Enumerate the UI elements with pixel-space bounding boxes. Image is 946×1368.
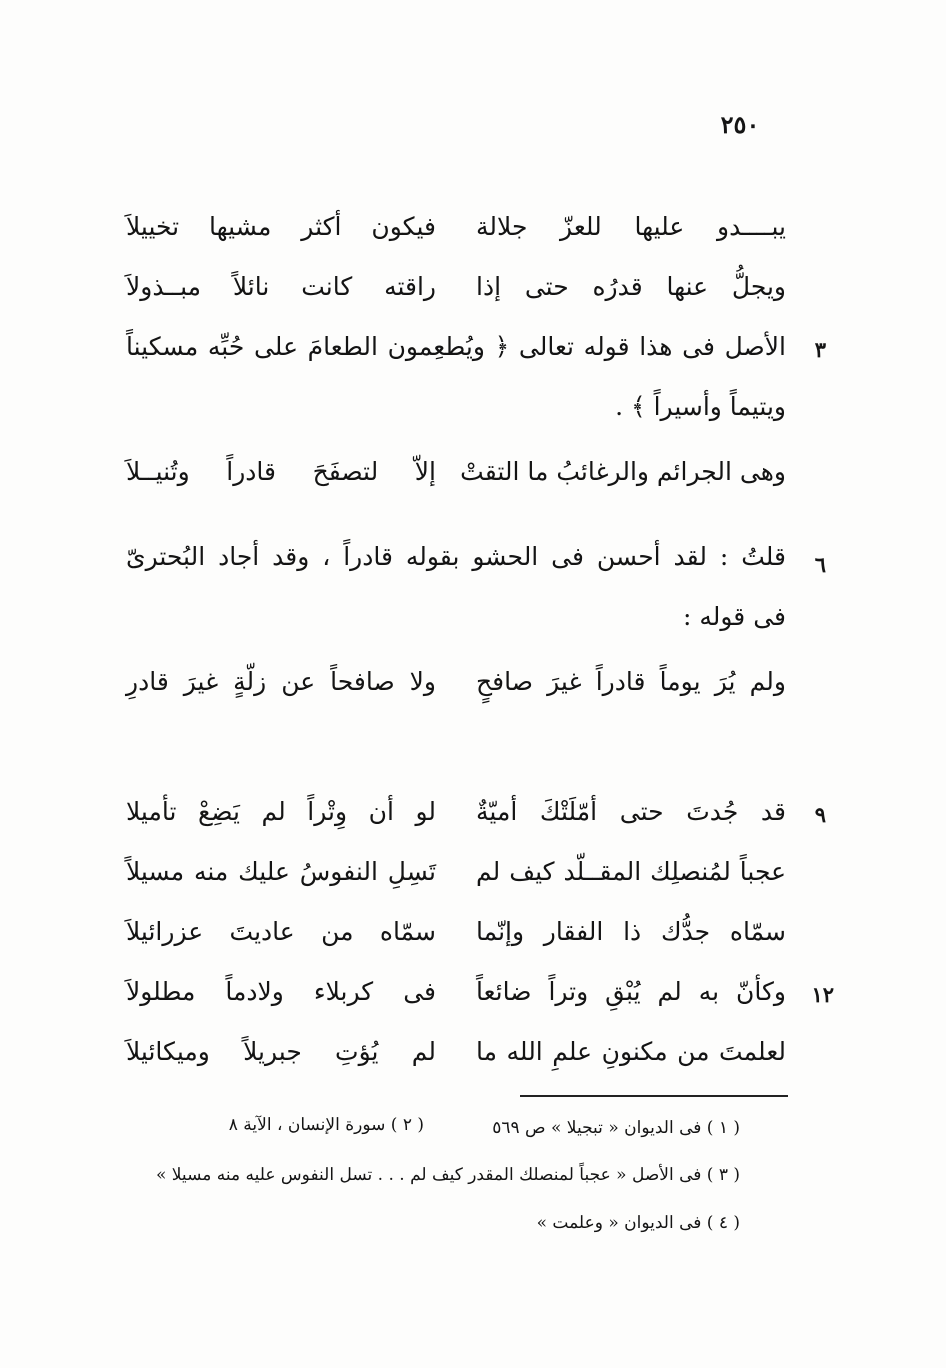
footnote-separator: [520, 1095, 788, 1097]
verse-line: [126, 915, 786, 949]
verse-first-hemistich: وكأنّ به لم يُبْقِ وتراً ضائعاً: [476, 977, 786, 1006]
verse-first-hemistich: يبــــدو عليها للعزّ جلالة: [476, 212, 786, 241]
footnote: ( ٣ ) فى الأصل « عجباً لمنصلك المقدر كيف لم . . . تسل النفوس عليه منه مسيلا »: [155, 1165, 740, 1185]
verse-first-hemistich: لعلمتَ من مكنونِ علمِ الله ما: [476, 1037, 786, 1066]
verse-second-hemistich: فى كربلاء ولادماً مطلولاَ: [126, 977, 436, 1006]
footnote: ( ٤ ) فى الديوان « وعلمت »: [536, 1213, 740, 1233]
verse-second-hemistich: راقته كانت نائلاً مبــذولاَ: [126, 272, 436, 301]
verse-second-hemistich: سمّاه من عاديتَ عزرائيلاَ: [126, 917, 436, 946]
verse-line: [126, 1035, 786, 1069]
line-number-marker: ١٢: [811, 982, 834, 1007]
prose-line: فى قوله :: [683, 602, 786, 631]
page-number: ٢٥٠: [720, 110, 760, 139]
verse-line: [126, 270, 786, 304]
line-number-marker: ٦: [814, 552, 826, 577]
verse-second-hemistich: ولا صافحاً عن زلّةٍ غيرَ قادرِ: [126, 667, 436, 696]
verse-second-hemistich: إلاّ لتصفَحَ قادراً وتُنيــلاَ: [126, 457, 436, 486]
verse-first-hemistich: عجباً لمُنصلِك المقــلّد كيف لم: [476, 857, 786, 886]
line-number-marker: ٣: [814, 337, 826, 362]
verse-second-hemistich: فيكون أكثر مشيها تخييلاَ: [126, 212, 436, 241]
verse-first-hemistich: سمّاه جدُّك ذا الفقار وإنّما: [476, 917, 786, 946]
verse-line: [126, 795, 786, 829]
prose-line: الأصل فى هذا قوله تعالى ﴿ ويُطعِمون الطعامَ على حُبِّه مسكيناً: [126, 332, 786, 361]
verse-line: [126, 210, 786, 244]
verse-first-hemistich: ويجلُّ عنها قدرُه حتى إذا: [476, 272, 786, 301]
verse-first-hemistich: ولم يُرَ يوماً قادراً غيرَ صافحٍ: [476, 667, 786, 696]
footnote: ( ١ ) فى الديوان « تبجيلا » ص ٥٦٩: [492, 1118, 740, 1138]
verse-first-hemistich: وهى الجرائم والرغائبُ ما التقتْ: [460, 457, 786, 486]
verse-second-hemistich: لو أن وِتْراً لم يَضِعْ تأميلا: [126, 797, 436, 826]
verse-line: [126, 455, 786, 489]
verse-line: [126, 855, 786, 889]
verse-second-hemistich: تَسِلِ النفوسُ عليك منه مسيلاً: [126, 857, 436, 886]
verse-line: [126, 665, 786, 699]
footnote: ( ٢ ) سورة الإنسان ، الآية ٨: [228, 1115, 424, 1135]
verse-line: [126, 975, 786, 1009]
verse-first-hemistich: قد جُدتَ حتى أمّلَتْكَ أميّةٌ: [476, 797, 786, 826]
prose-line: ويتيماً وأسيراً ﴾ .: [615, 392, 786, 421]
line-number-marker: ٩: [814, 802, 826, 827]
prose-line: قلتُ : لقد أحسن فى الحشو بقوله قادراً ، وقد أجاد البُحترىّ: [126, 542, 786, 571]
verse-second-hemistich: لم يُؤتِ جبريلاً وميكائيلاَ: [126, 1037, 436, 1066]
